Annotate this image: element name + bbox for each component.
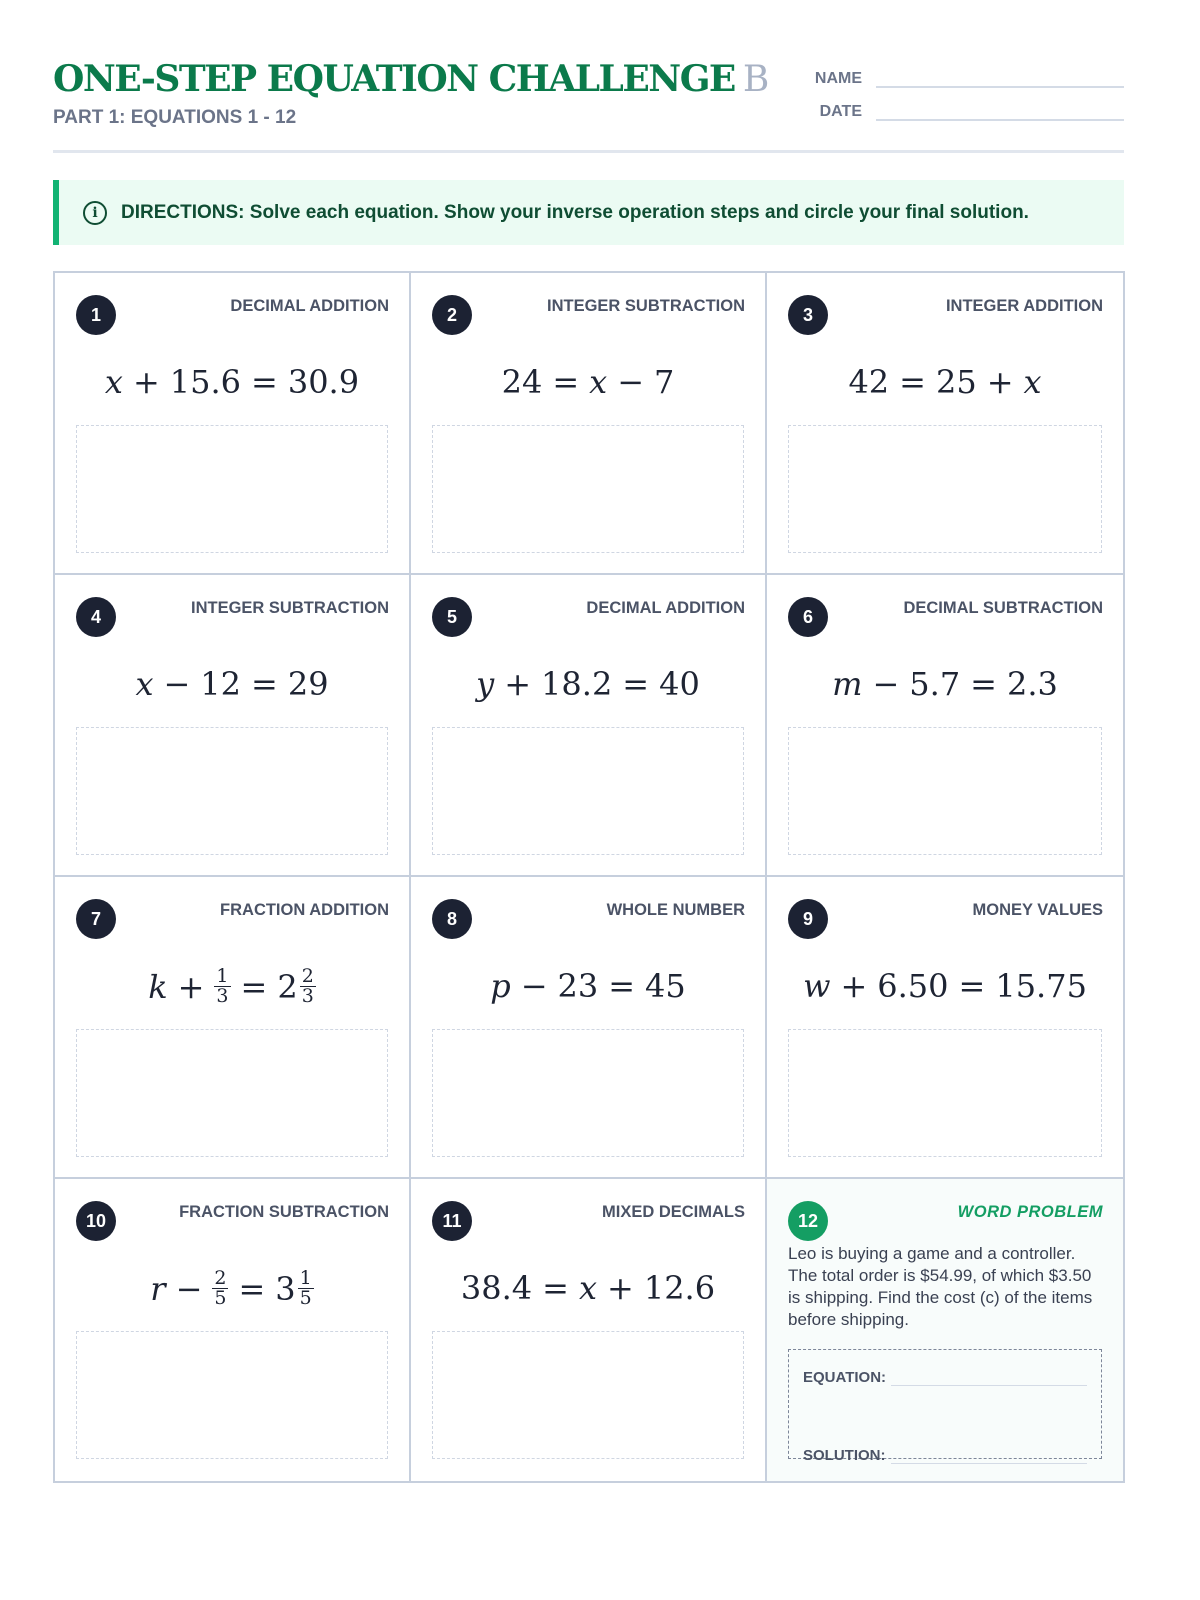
equation-variable: w [803,967,831,1005]
equation-variable: k [148,967,168,1006]
work-area[interactable] [788,727,1102,855]
problem-cell [411,1179,767,1481]
work-area[interactable] [432,1331,744,1459]
solution-label: SOLUTION: [803,1447,886,1464]
numerator: 2 [214,1267,227,1289]
work-area[interactable] [788,425,1102,553]
problem-cell [767,575,1123,877]
work-area[interactable] [76,727,388,855]
problem-category: MIXED DECIMALS [601,1203,745,1221]
problem-number-badge: 8 [432,899,472,939]
equation-field[interactable] [891,1385,1087,1386]
fraction [212,1269,228,1308]
work-area[interactable] [76,1029,388,1157]
equation-operator: − [520,967,548,1005]
problem-category: WHOLE NUMBER [606,901,745,919]
fraction [300,967,316,1006]
mixed-number [275,1269,313,1308]
directions-banner [53,180,1124,245]
name-field[interactable] [876,66,1124,88]
equation-number: 29 [287,665,329,703]
equation-operator: + [504,665,532,703]
equation-number: 5.7 [909,665,961,703]
problem-cell [411,273,767,575]
problem-category: MONEY VALUES [972,901,1103,919]
equation [55,1269,409,1308]
equation-number: 42 [848,363,890,401]
problem-grid [53,271,1125,1483]
solution-field[interactable] [891,1463,1087,1464]
numerator: 2 [301,965,314,987]
version-letter: B [742,59,768,100]
equation-operator: = [251,363,278,401]
worksheet-subtitle: PART 1: EQUATIONS 1 - 12 [53,107,297,128]
equation-operator: = [899,363,926,401]
fraction [212,1269,228,1308]
equation [767,967,1123,1005]
equation-variable: x [135,665,154,703]
equation-variable: y [476,665,495,703]
equation [411,363,765,401]
problem-cell [411,575,767,877]
equation-operator: + [132,363,160,401]
numerator: 1 [216,965,229,987]
worksheet-title [53,58,768,100]
directions-text: DIRECTIONS: Solve each equation. Show your inverse operation steps and circle your final solution. [121,201,1029,223]
title-text: ONE-STEP EQUATION CHALLENGE [53,58,735,100]
equation-operator: = [251,665,278,703]
problem-cell [767,877,1123,1179]
equation-number: 2.3 [1006,665,1058,703]
equation-number: 25 [935,363,977,401]
problem-number-badge: 3 [788,295,828,335]
problem-number-badge: 4 [76,597,116,637]
problem-category: FRACTION ADDITION [220,901,389,919]
equation-number: 24 [501,363,543,401]
equation [767,665,1123,703]
equation-operator: + [840,967,868,1005]
equation-number: 18.2 [541,665,613,703]
equation-number: 45 [645,967,686,1005]
denominator: 5 [214,1287,227,1309]
equation-number: 15.75 [995,967,1087,1005]
equation [411,1269,765,1307]
equation-operator: + [986,363,1014,401]
problem-cell [55,877,411,1179]
student-fields [800,55,1124,121]
fraction [298,1269,314,1308]
equation [411,967,765,1005]
equation-operator: = [970,665,997,703]
equation [55,363,409,401]
problem-number-badge: 10 [76,1201,116,1241]
equation-number: 23 [557,967,599,1005]
name-label: NAME [814,70,862,87]
date-label: DATE [819,103,862,120]
problem-number-badge: 1 [76,295,116,335]
equation [55,967,409,1006]
equation-number: 12 [200,665,242,703]
fraction [214,967,230,1006]
equation-row [803,1364,1087,1386]
problem-category: INTEGER ADDITION [945,297,1103,315]
equation-variable: x [578,1269,598,1307]
problem-category: INTEGER SUBTRACTION [191,599,389,617]
equation-operator: = [622,665,650,703]
equation-label: EQUATION: [803,1369,887,1386]
word-problem-cell [767,1179,1123,1481]
problem-category: WORD PROBLEM [957,1203,1103,1221]
work-area[interactable] [432,727,744,855]
equation-variable: p [490,967,511,1005]
problem-cell [767,273,1123,575]
work-area[interactable] [76,1331,388,1459]
problem-category: FRACTION SUBTRACTION [179,1203,389,1221]
equation-number: 7 [654,363,675,401]
work-area[interactable] [432,425,744,553]
equation-operator: = [608,967,636,1005]
equation-operator: − [163,665,191,703]
problem-number-badge: 7 [76,899,116,939]
problem-category: DECIMAL ADDITION [230,297,389,315]
equation-operator: = [542,1269,569,1307]
work-area[interactable] [788,1029,1102,1157]
problem-number-badge: 6 [788,597,828,637]
problem-category: DECIMAL SUBTRACTION [903,599,1103,617]
problem-number-badge: 9 [788,899,828,939]
problem-cell [411,877,767,1179]
denominator: 5 [299,1287,312,1309]
equation-number: 40 [659,665,700,703]
equation-number: 30.9 [287,363,360,401]
fraction [214,967,230,1006]
equation-operator: = [552,363,580,401]
problem-number-badge: 12 [788,1201,828,1241]
solution-row [803,1424,1087,1464]
problem-cell [55,273,411,575]
problem-category: DECIMAL ADDITION [586,599,745,617]
whole-part: 3 [275,1269,296,1308]
date-field[interactable] [876,99,1124,121]
equation-operator: − [175,1269,203,1308]
equation [767,363,1123,401]
equation-operator: = [238,1269,266,1308]
answer-box [788,1349,1102,1464]
equation-number: 6.50 [877,967,949,1005]
mixed-number [277,967,315,1006]
equation-variable: x [104,363,123,401]
equation-operator: = [240,967,268,1006]
problem-number-badge: 5 [432,597,472,637]
problem-category: INTEGER SUBTRACTION [547,297,745,315]
denominator: 3 [301,985,314,1007]
equation-number: 12.6 [643,1269,716,1307]
equation-operator: + [607,1269,634,1307]
info-icon: i [83,201,107,225]
equation-variable: x [589,363,608,401]
equation [55,665,409,703]
equation-number: 15.6 [169,363,242,401]
work-area[interactable] [76,425,388,553]
work-area[interactable] [432,1029,744,1157]
word-problem-text: Leo is buying a game and a controller. The total order is $54.99, of which $3.50 is shipping. Find the cost (c) of the items before shipping. [788,1244,1093,1329]
divider [53,150,1124,153]
equation-variable: r [150,1269,166,1308]
whole-part: 2 [277,967,298,1006]
equation-operator: = [958,967,986,1005]
equation-operator: + [177,967,205,1006]
problem-cell [55,575,411,877]
equation-number: 38.4 [460,1269,533,1307]
problem-number-badge: 11 [432,1201,472,1241]
equation-variable: x [1023,363,1042,401]
equation-operator: − [872,665,900,703]
problem-cell [55,1179,411,1481]
denominator: 3 [216,985,229,1007]
equation-variable: m [832,665,863,703]
equation-operator: − [617,363,645,401]
equation [411,665,765,703]
problem-number-badge: 2 [432,295,472,335]
numerator: 1 [299,1267,312,1289]
